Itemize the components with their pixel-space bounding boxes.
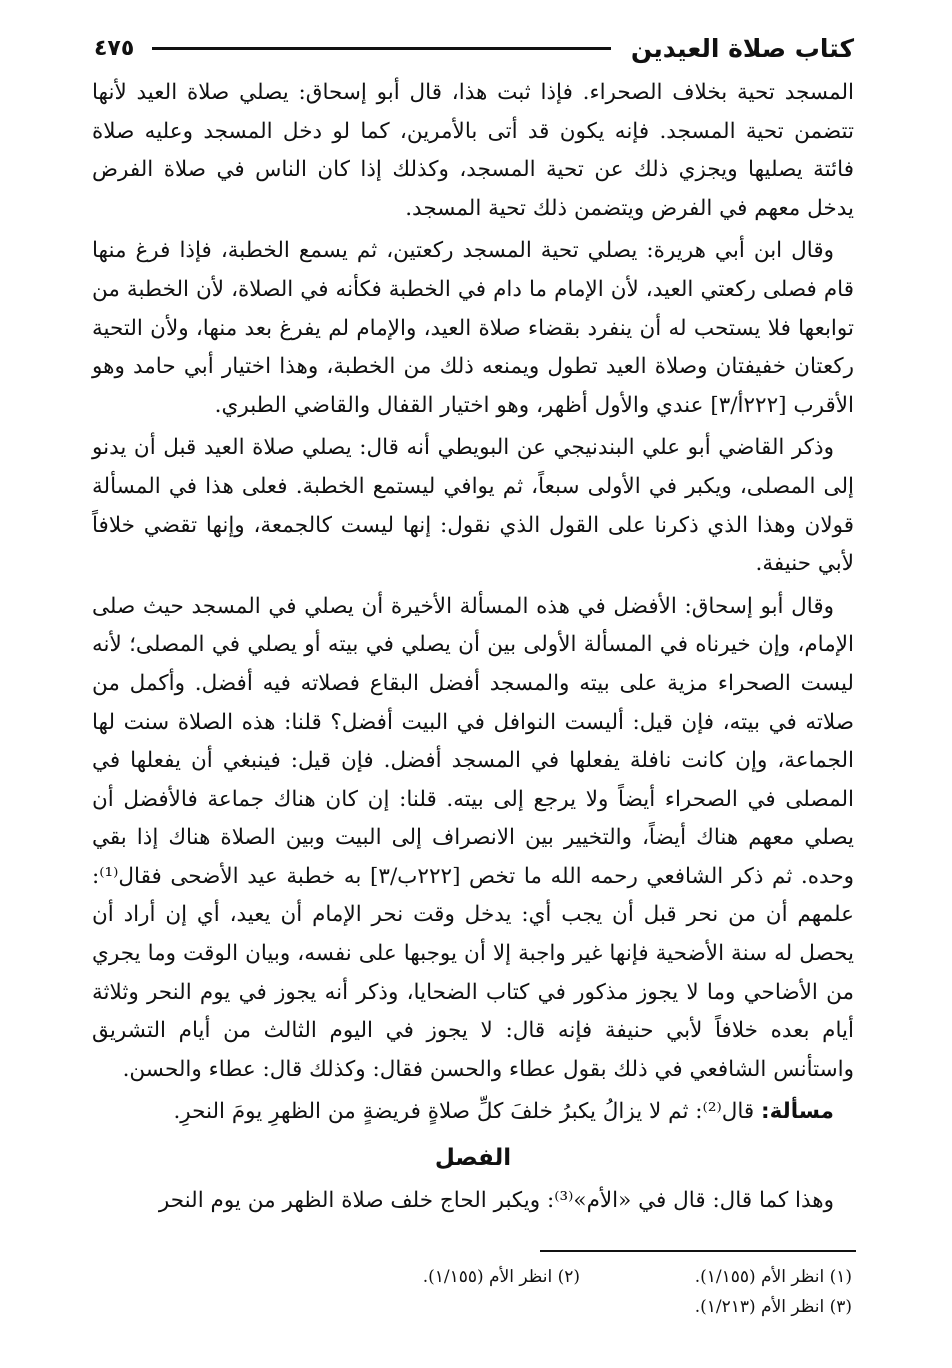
paragraph-text: وذكر القاضي أبو علي البندنيجي عن البويطي أنه قال: يصلي صلاة العيد قبل أن يدنو إلى المصلى، ويكبر في الأولى سبعاً، ثم يوافي ليستمع الخطبة. فعلى هذا في المسألة قولان وهذا الذي ذكرنا على القول الذي نقول: إنها ليست كالجمعة، وإنها تقضي خلافاً لأبي حنيفة. [92,435,854,577]
body-text [92,74,854,1225]
paragraph [92,74,854,228]
footnote-row [200,1262,852,1292]
masala-line [92,1093,854,1132]
running-title: كتاب صلاة العيدين [630,33,854,63]
masala-text: قال⁽²⁾: ثم لا يزالُ يكبرُ خلفَ كلِّ صلاةٍ فريضةٍ من الظهرِ يومَ النحرِ. [173,1099,762,1125]
paragraph-text: وقال ابن أبي هريرة: يصلي تحية المسجد ركعتين، ثم يسمع الخطبة، فإذا فرغ منها قام فصلى ركعتي العيد، لأن الإمام ما دام في الخطبة فكأنه في الصلاة، لأن الخطبة من توابعها فلا يستحب له أن ينفرد بقضاء صلاة العيد، والإمام لم يفرغ بعد منها، ولأن التحية ركعتان خفيفتان وصلاة العيد تطول ويمنعه ذلك من الخطبة، وهذا اختيار أبي حامد وهو الأقرب [٢٢٢أ/٣] عندي والأول أظهر، وهو اختيار القفال والقاضي الطبري. [92,238,854,418]
page-header [94,26,854,70]
footnote-2: (٢) انظر الأم (١/١٥٥). [422,1267,580,1287]
paragraph-text: وقال أبو إسحاق: الأفضل في هذه المسألة الأخيرة أن يصلي في المسجد حيث صلى الإمام، وإن خيرناه في المسألة الأولى بين أن يصلي في بيته أو يصلي في المصلى؛ لأنه ليست الصحراء مزية على بيته والمسجد أفضل البقاع فصلاته فيه أفضل. وأكمل من صلاته في بيته، فإن قيل: أليست النوافل في البيت أفضل؟ قلنا: هذه الصلاة سنت لها الجماعة، وإن كانت نافلة يفعلها في المسجد أفضل. فإن قيل: فينبغي أن يفعلها في المصلى في الصحراء أيضاً ولا يرجع إلى بيته. قلنا: إن كان هناك جماعة فالأفضل أن يصلي معهم هناك أيضاً، والتخيير بين الانصراف إلى البيت وبين الصلاة هناك إذا بقي وحده. ثم ذكر الشافعي رحمه الله ما تخص [٢٢٢ب/٣] به خطبة عيد الأضحى فقال⁽¹⁾: علمهم أن من نحر قبل أن يجب أي: يدخل وقت نحر الإمام أن يعيد، أي إن أراد أن يحصل له سنة الأضحية فإنها غير واجبة إلا أن يوجبها على نفسه، وبيان الوقت وما يجري من الأضاحي وما لا يجوز مذكور في كتاب الضحايا، وذكر أنه يجوز في يوم النحر وثلاثة أيام بعده خلافاً لأبي حنيفة فإنه قال: لا يجوز في اليوم الثالث من أيام التشريق واستأنس الشافعي في ذلك بقول عطاء والحسن فقال: وكذلك قال: عطاء والحسن. [92,593,854,1082]
paragraph [92,588,854,1090]
footnote-row [200,1292,852,1322]
paragraph [92,232,854,425]
footnotes [200,1262,852,1322]
paragraph-text: وهذا كما قال: قال في «الأم»⁽³⁾: ويكبر الحاج خلف صلاة الظهر من يوم النحر [158,1188,834,1214]
paragraph [92,429,854,583]
masala-label: مسألة: [761,1099,834,1125]
footnote-3: (٣) انظر الأم (١/٢١٣). [694,1297,852,1317]
footnote-1: (١) انظر الأم (١/١٥٥). [694,1267,852,1287]
paragraph-text: المسجد تحية بخلاف الصحراء. فإذا ثبت هذا، قال أبو إسحاق: يصلي صلاة العيد لأنها تتضمن تحية المسجد. فإنه يكون قد أتى بالأمرين، كما لو دخل المسجد وعليه صلاة فائتة يصليها ويجزي ذلك عن تحية المسجد، وكذلك إذا كان الناس في صلاة الفرض يدخل معهم في الفرض ويتضمن ذلك تحية المسجد. [92,80,854,221]
page-number: ٤٧٥ [94,35,135,61]
header-rule [152,47,611,50]
section-heading: الفصل [434,1145,512,1172]
paragraph [92,1182,854,1221]
footnote-rule [540,1250,856,1252]
